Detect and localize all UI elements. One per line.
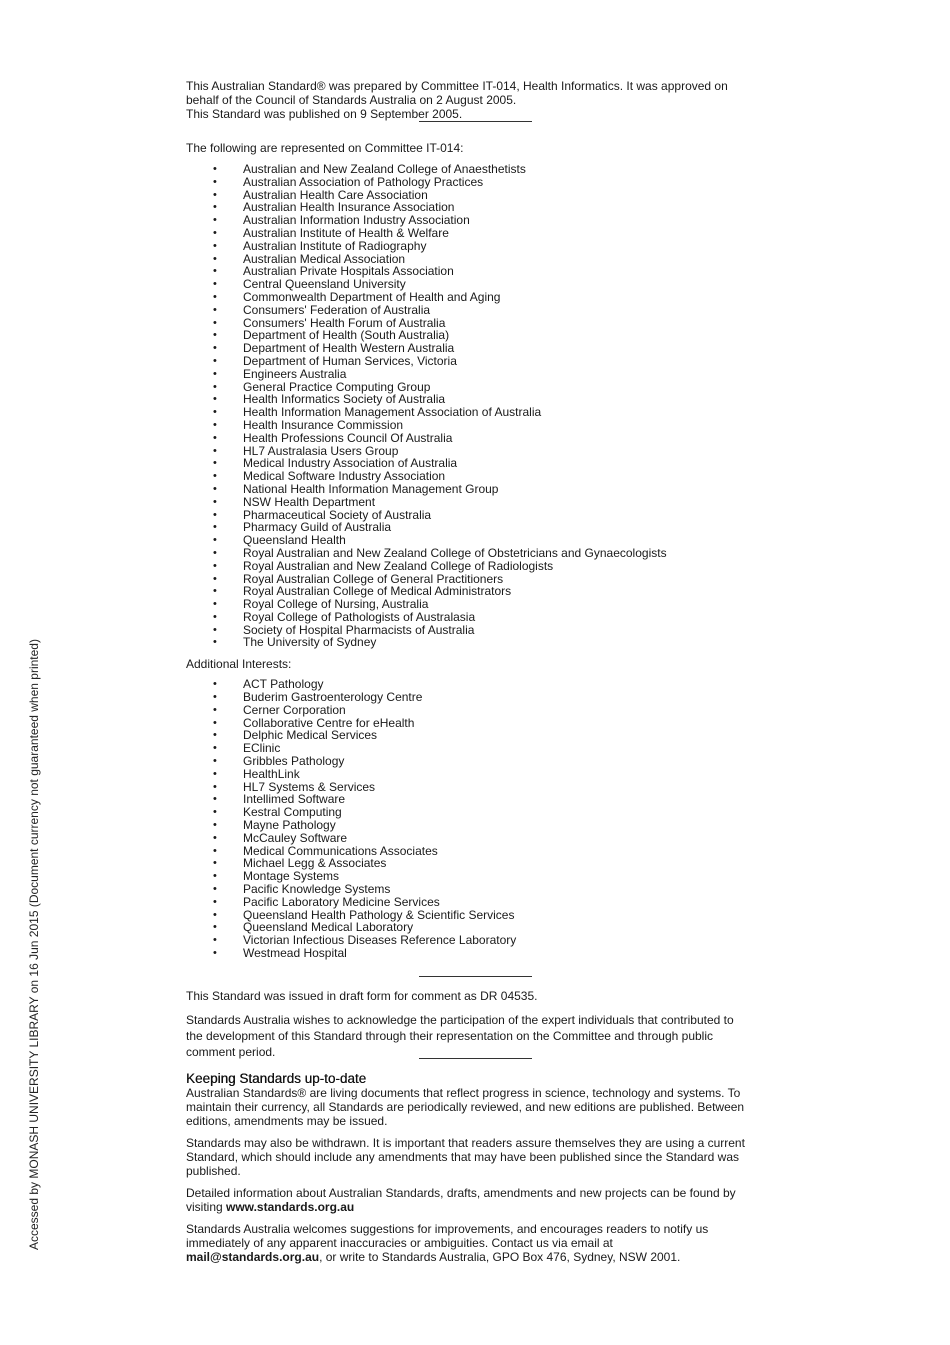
list-item: • National Health Information Management Group [186, 483, 776, 496]
divider-rule [419, 121, 532, 122]
list-item: • Pacific Laboratory Medicine Services [186, 896, 776, 909]
list-item: • Health Informatics Society of Australia [186, 393, 776, 406]
list-item: • Engineers Australia [186, 368, 776, 381]
list-item: • Pacific Knowledge Systems [186, 883, 776, 896]
keeping-paragraph-1 [186, 1086, 776, 1128]
list-item: • Australian Institute of Health & Welfare [186, 227, 776, 240]
intro-block [186, 79, 776, 121]
list-item: • Victorian Infectious Diseases Reference Laboratory [186, 934, 776, 947]
list-item: • Central Queensland University [186, 278, 776, 291]
list-item: • Medical Industry Association of Australia [186, 457, 776, 470]
paragraph-line: maintain their currency, all Standards are periodically reviewed, and new editions are published. Between [186, 1099, 745, 1114]
list-item: • Royal Australian and New Zealand College of Radiologists [186, 560, 776, 573]
list-item: • Medical Software Industry Association [186, 470, 776, 483]
draft-note: This Standard was issued in draft form for comment as DR 04535. [186, 988, 538, 1003]
list-item: • Consumers' Federation of Australia [186, 304, 776, 317]
list-item: • Kestral Computing [186, 806, 776, 819]
list-item: • Health Information Management Association of Australia [186, 406, 776, 419]
paragraph-line: published. [186, 1163, 241, 1178]
acknowledgement-block [186, 1012, 776, 1060]
intro-line: This Standard was published on 9 September 2005. [186, 107, 463, 121]
list-item: • Health Professions Council Of Australia [186, 432, 776, 445]
keeping-paragraph-3 [186, 1186, 776, 1214]
list-item: • Queensland Medical Laboratory [186, 921, 776, 934]
list-item: • Michael Legg & Associates [186, 857, 776, 870]
list-item: • Australian Medical Association [186, 253, 776, 266]
list-item: • Montage Systems [186, 870, 776, 883]
list-item: • NSW Health Department [186, 496, 776, 509]
additional-interests-list [186, 678, 776, 960]
committee-heading: The following are represented on Committee IT-014: [186, 141, 464, 155]
paragraph-line: Standards Australia welcomes suggestions for improvements, and encourages readers to notify us [186, 1221, 709, 1236]
ack-line: Standards Australia wishes to acknowledge the participation of the expert individuals that contributed to [186, 1012, 734, 1027]
page-content [186, 79, 776, 1264]
paragraph-line: immediately of any apparent inaccuracies or ambiguities. Contact us via email at [186, 1235, 613, 1250]
list-item: • Intellimed Software [186, 793, 776, 806]
additional-heading: Additional Interests: [186, 657, 292, 672]
intro-line: behalf of the Council of Standards Australia on 2 August 2005. [186, 93, 517, 107]
list-item: • Royal Australian College of General Practitioners [186, 573, 776, 586]
list-item: • Department of Human Services, Victoria [186, 355, 776, 368]
list-item: • Collaborative Centre for eHealth [186, 717, 776, 730]
paragraph-line: Detailed information about Australian Standards, drafts, amendments and new projects can be found by [186, 1185, 736, 1200]
keeping-paragraph-4 [186, 1222, 776, 1264]
visiting-prefix: visiting [186, 1199, 227, 1214]
list-item: • General Practice Computing Group [186, 381, 776, 394]
list-item: • Australian Health Insurance Association [186, 201, 776, 214]
list-item: • Australian Association of Pathology Practices [186, 176, 776, 189]
list-item: • Australian Health Care Association [186, 189, 776, 202]
list-item: • Mayne Pathology [186, 819, 776, 832]
list-item: • McCauley Software [186, 832, 776, 845]
list-item: • Medical Communications Associates [186, 845, 776, 858]
paragraph-line: Australian Standards® are living documents that reflect progress in science, technology and systems. To [186, 1085, 741, 1100]
list-item: • Pharmaceutical Society of Australia [186, 509, 776, 522]
list-item: • Westmead Hospital [186, 947, 776, 960]
list-item: • Queensland Health Pathology & Scientific Services [186, 909, 776, 922]
paragraph-line: Standard, which should include any amendments that may have been published since the Standard was [186, 1149, 740, 1164]
list-item: • Consumers' Health Forum of Australia [186, 317, 776, 330]
intro-line: This Australian Standard® was prepared by Committee IT-014, Health Informatics. It was approved on [186, 79, 728, 93]
list-item: • Australian Information Industry Association [186, 214, 776, 227]
list-item: • Department of Health Western Australia [186, 342, 776, 355]
list-item: • EClinic [186, 742, 776, 755]
email-link[interactable]: mail@standards.org.au [186, 1249, 320, 1264]
list-item: • Australian Institute of Radiography [186, 240, 776, 253]
list-item: • Gribbles Pathology [186, 755, 776, 768]
paragraph-line [186, 1250, 776, 1264]
paragraph-line: editions, amendments may be issued. [186, 1113, 388, 1128]
keeping-paragraph-2 [186, 1136, 776, 1178]
list-item: • Royal College of Pathologists of Australasia [186, 611, 776, 624]
list-item: • Cerner Corporation [186, 704, 776, 717]
list-item: • Health Insurance Commission [186, 419, 776, 432]
list-item: • ACT Pathology [186, 678, 776, 691]
list-item: • Pharmacy Guild of Australia [186, 521, 776, 534]
ack-line: the development of this Standard through their representation on the Committee and through public [186, 1028, 713, 1043]
list-item: • HealthLink [186, 768, 776, 781]
address-suffix: , or write to Standards Australia, GPO Box 476, Sydney, NSW 2001. [319, 1249, 681, 1264]
divider-spacer [186, 960, 776, 982]
list-item: • HL7 Systems & Services [186, 781, 776, 794]
list-item: • Australian Private Hospitals Association [186, 265, 776, 278]
access-watermark: Accessed by MONASH UNIVERSITY LIBRARY on 16 Jun 2015 (Document currency not guaranteed when printed) [27, 639, 41, 1250]
list-item: • Department of Health (South Australia) [186, 329, 776, 342]
paragraph-line: Standards may also be withdrawn. It is important that readers assure themselves they are using a current [186, 1135, 745, 1150]
list-item: • Buderim Gastroenterology Centre [186, 691, 776, 704]
ack-line: comment period. [186, 1044, 276, 1059]
list-item: • Royal College of Nursing, Australia [186, 598, 776, 611]
list-item: • Queensland Health [186, 534, 776, 547]
list-item: • Delphic Medical Services [186, 729, 776, 742]
website-link[interactable]: www.standards.org.au [226, 1199, 355, 1214]
list-item: • The University of Sydney [186, 636, 776, 649]
list-item: • Australian and New Zealand College of Anaesthetists [186, 163, 776, 176]
divider-rule [419, 976, 532, 977]
paragraph-line [186, 1200, 776, 1214]
list-item: • Society of Hospital Pharmacists of Australia [186, 624, 776, 637]
list-item: • Royal Australian and New Zealand College of Obstetricians and Gynaecologists [186, 547, 776, 560]
divider-rule [419, 1058, 532, 1059]
committee-list [186, 163, 776, 649]
list-item: • Commonwealth Department of Health and Aging [186, 291, 776, 304]
list-item: • HL7 Australasia Users Group [186, 445, 776, 458]
list-item: • Royal Australian College of Medical Administrators [186, 585, 776, 598]
keeping-up-to-date-title: Keeping Standards up-to-date [186, 1070, 367, 1086]
